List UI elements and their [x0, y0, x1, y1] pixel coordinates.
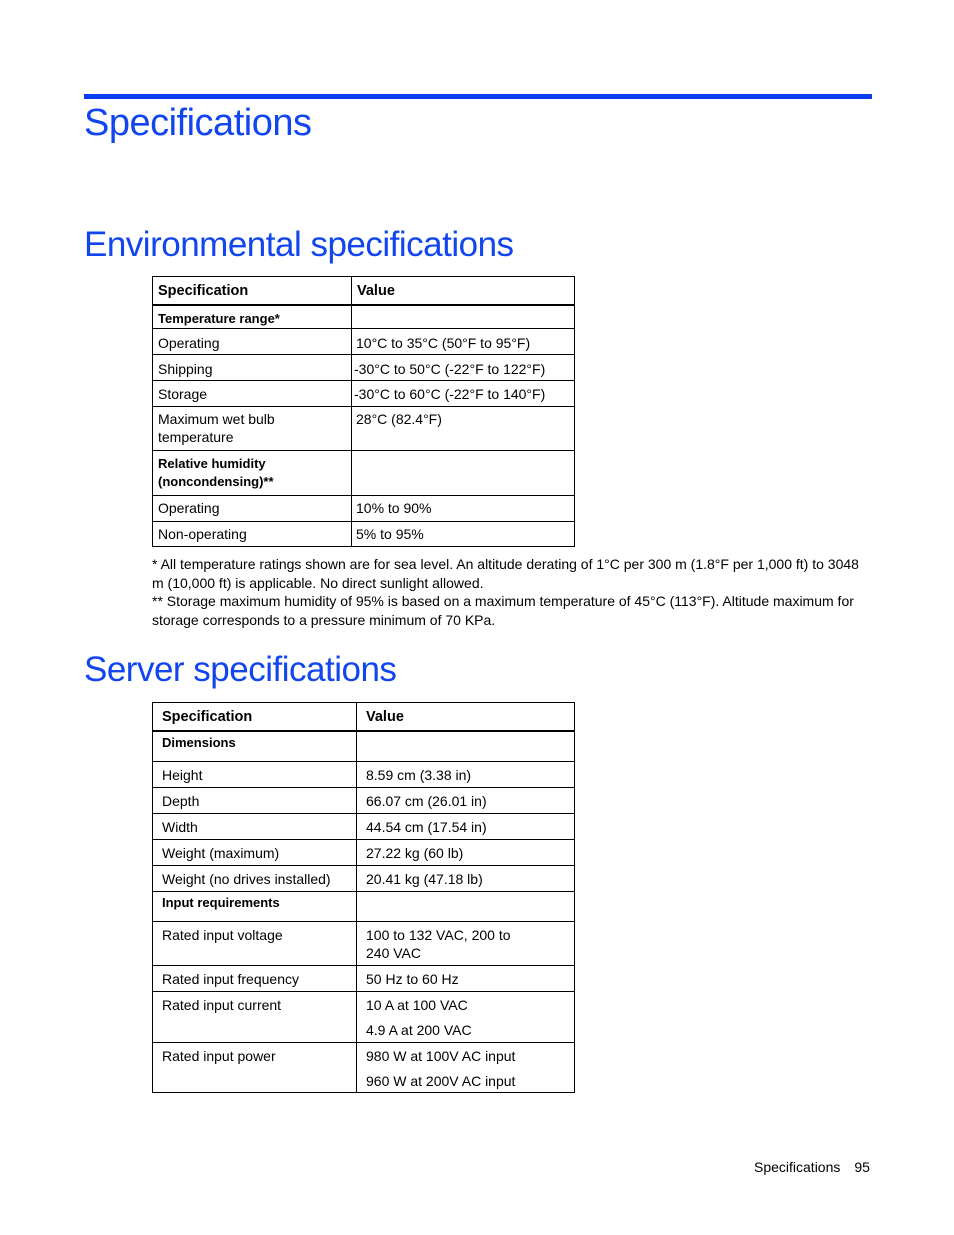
server-cell-value [357, 992, 575, 1043]
server-cell-spec: Height [153, 762, 357, 788]
server-cell-value: 8.59 cm (3.38 in) [357, 762, 575, 788]
table-row [153, 788, 575, 814]
table-row [153, 966, 575, 992]
server-cell-spec: Weight (maximum) [153, 840, 357, 866]
server-header-spec: Specification [153, 703, 357, 731]
env-cell-spec: Operating [153, 496, 352, 522]
env-cell-value: -30°C to 60°C (-22°F to 140°F) [352, 381, 575, 407]
env-cell-value: 10°C to 35°C (50°F to 95°F) [352, 329, 575, 355]
server-cell-spec: Rated input power [153, 1043, 357, 1093]
env-cell-spec: Operating [153, 329, 352, 355]
server-cell-value: 44.54 cm (17.54 in) [357, 814, 575, 840]
env-cell-value: 5% to 95% [352, 522, 575, 547]
table-row [153, 762, 575, 788]
env-cell-spec: Storage [153, 381, 352, 407]
page-title: Specifications [84, 102, 312, 144]
title-rule [84, 94, 872, 99]
table-row [153, 355, 575, 381]
env-cell-spec: Shipping [153, 355, 352, 381]
table-row [153, 922, 575, 966]
table-row [153, 329, 575, 355]
footnote-temperature: * All temperature ratings shown are for sea level. An altitude derating of 1°C per 300 m (1.8°F per 1,000 ft) to 3048 m (10,000 ft) is applicable. No direct sunlight allowed. [152, 556, 859, 591]
environmental-heading: Environmental specifications [84, 225, 514, 264]
server-table [152, 702, 575, 1093]
env-header-value: Value [352, 277, 575, 305]
server-category-input: Input requirements [153, 892, 357, 922]
server-cell-spec: Rated input voltage [153, 922, 357, 966]
env-cell-value [352, 305, 575, 329]
table-row [153, 496, 575, 522]
table-row [153, 522, 575, 547]
table-row [153, 992, 575, 1043]
env-cell-spec: Non-operating [153, 522, 352, 547]
server-cell-value-line: 960 W at 200V AC input [366, 1073, 516, 1089]
environmental-table [152, 276, 575, 547]
server-cell-value-line: 980 W at 100V AC input [366, 1048, 516, 1064]
server-cell-value: 66.07 cm (26.01 in) [357, 788, 575, 814]
server-cell-value [357, 892, 575, 922]
footer-section: Specifications [754, 1159, 841, 1175]
table-row [153, 731, 575, 762]
table-row [153, 866, 575, 892]
environmental-footnotes [152, 555, 862, 629]
table-row [153, 305, 575, 329]
server-heading: Server specifications [84, 650, 397, 689]
table-row [153, 381, 575, 407]
env-header-spec: Specification [153, 277, 352, 305]
table-row [153, 814, 575, 840]
env-cell-value: -30°C to 50°C (-22°F to 122°F) [352, 355, 575, 381]
table-row [153, 451, 575, 496]
server-cell-value-line: 4.9 A at 200 VAC [366, 1022, 472, 1038]
server-cell-spec: Rated input frequency [153, 966, 357, 992]
table-row [153, 892, 575, 922]
server-cell-value: 27.22 kg (60 lb) [357, 840, 575, 866]
server-cell-value: 20.41 kg (47.18 lb) [357, 866, 575, 892]
env-cell-spec: Maximum wet bulb temperature [153, 407, 352, 451]
table-row [153, 407, 575, 451]
env-cell-value [352, 451, 575, 496]
server-cell-spec: Depth [153, 788, 357, 814]
server-cell-spec: Rated input current [153, 992, 357, 1043]
server-header-value: Value [357, 703, 575, 731]
server-cell-spec: Weight (no drives installed) [153, 866, 357, 892]
server-cell-value [357, 1043, 575, 1093]
env-category-temperature: Temperature range* [153, 305, 352, 329]
footnote-humidity: ** Storage maximum humidity of 95% is based on a maximum temperature of 45°C (113°F). Altitude maximum for storage corresponds to a pressure minimum of 70 KPa. [152, 593, 854, 628]
server-category-dimensions: Dimensions [153, 731, 357, 762]
env-cell-value: 28°C (82.4°F) [352, 407, 575, 451]
server-cell-value: 100 to 132 VAC, 200 to 240 VAC [357, 922, 575, 966]
server-cell-spec: Width [153, 814, 357, 840]
server-cell-value: 50 Hz to 60 Hz [357, 966, 575, 992]
page-number: 95 [854, 1159, 870, 1175]
page-footer [754, 1159, 870, 1175]
table-row [153, 1043, 575, 1093]
env-category-humidity: Relative humidity (noncondensing)** [153, 451, 352, 496]
env-cell-value: 10% to 90% [352, 496, 575, 522]
server-cell-value-line: 10 A at 100 VAC [366, 997, 468, 1013]
table-row [153, 840, 575, 866]
server-cell-value [357, 731, 575, 762]
